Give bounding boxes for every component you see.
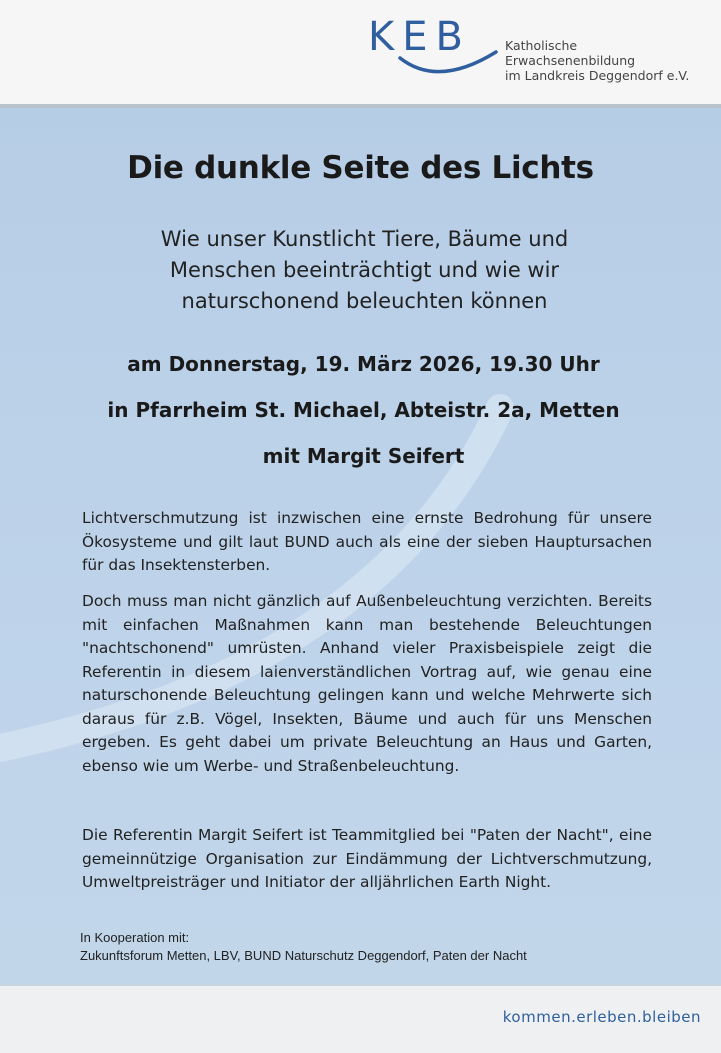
page-title: Die dunkle Seite des Lichts	[127, 150, 594, 186]
cooperation-block	[80, 929, 527, 965]
subtitle-line: Menschen beeinträchtigt und wie wir	[169, 258, 560, 282]
paragraph-speaker: Die Referentin Margit Seifert ist Teammitglied bei "Paten der Nacht", eine gemeinnützige Organisation zur Eindämmung der Lichtverschmutzung, Umweltpreisträger und Initiator der alljährlichen Earth Night.	[82, 826, 652, 891]
subtitle	[0, 224, 721, 317]
keb-logo	[368, 14, 708, 94]
page-header	[0, 0, 721, 104]
subtitle-line: naturschonend beleuchten können	[181, 289, 548, 313]
logo-org-line: Katholische	[505, 38, 578, 53]
paragraph-intro: Lichtverschmutzung ist inzwischen eine ernste Bedrohung für unsere Ökosysteme und gilt laut BUND auch als eine der sieben Hauptursachen für das Insektensterben.	[82, 509, 652, 574]
logo-org-line: Erwachsenenbildung	[505, 53, 636, 68]
logo-letters: KEB	[368, 14, 471, 60]
event-speaker: mit Margit Seifert	[262, 444, 465, 468]
cooperation-partners: Zukunftsforum Metten, LBV, BUND Naturschutz Deggendorf, Paten der Nacht	[80, 948, 527, 963]
event-date: am Donnerstag, 19. März 2026, 19.30 Uhr	[127, 352, 600, 376]
cooperation-label: In Kooperation mit:	[80, 930, 190, 945]
keb-swoosh-icon	[398, 48, 498, 82]
logo-org-name	[505, 38, 689, 83]
footer-slogan: kommen.erleben.bleiben	[502, 1008, 701, 1026]
event-location: in Pfarrheim St. Michael, Abteistr. 2a, Metten	[107, 398, 620, 422]
paragraph-details: Doch muss man nicht gänzlich auf Außenbeleuchtung verzichten. Bereits mit einfachen Maßnahmen kann man bestehende Beleuchtungen "nachtschonend" umrüsten. Anhand vieler Praxisbeispiele zeigt die Referentin in diesem laienverständlichen Vortrag auf, wie genau eine naturschonende Beleuchtung gelingen kann und welche Mehrwerte sich daraus für z.B. Vögel, Insekten, Bäume und auch für uns Menschen ergeben. Es geht dabei um private Beleuchtung an Haus und Garten, ebenso wie um Werbe- und Straßenbeleuchtung.	[82, 592, 652, 775]
logo-org-line: im Landkreis Deggendorf e.V.	[505, 68, 690, 83]
subtitle-line: Wie unser Kunstlicht Tiere, Bäume und	[160, 227, 569, 251]
page-footer	[0, 984, 721, 1053]
